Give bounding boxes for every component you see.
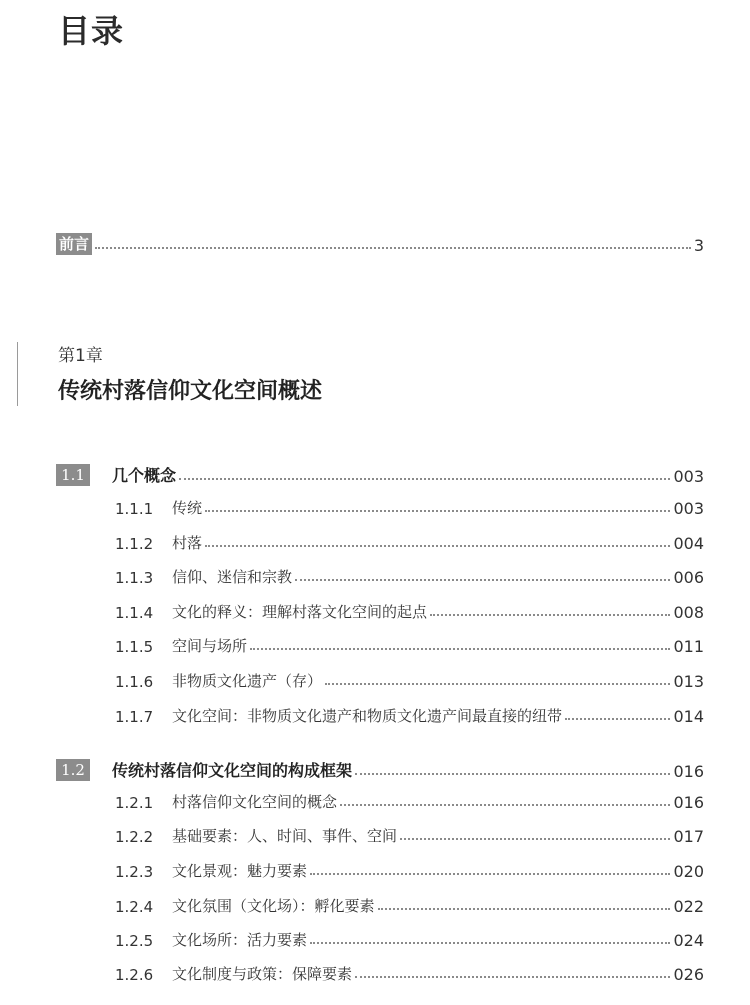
page-number: 011: [673, 637, 704, 656]
section-badge: 1.2: [56, 759, 90, 781]
entry-number: 1.2.2: [115, 828, 154, 846]
toc-entry[interactable]: [115, 857, 704, 881]
dot-leader: [340, 804, 670, 806]
entry-number: 1.2.4: [115, 898, 154, 916]
dot-leader: [310, 873, 670, 875]
entry-number: 1.1.2: [115, 535, 154, 553]
dot-leader: [430, 614, 670, 616]
dot-leader: [355, 773, 670, 775]
toc-entry[interactable]: [115, 667, 704, 691]
toc-entry[interactable]: [115, 960, 704, 984]
dot-leader: [179, 478, 670, 480]
section-title: 传统村落信仰文化空间的构成框架: [112, 761, 353, 780]
dot-leader: [205, 545, 670, 547]
dot-leader: [95, 247, 691, 249]
page-number: 013: [673, 672, 704, 691]
entry-number: 1.2.3: [115, 863, 154, 881]
toc-entry[interactable]: [115, 632, 704, 656]
entry-title: 信仰、迷信和宗教: [172, 568, 293, 586]
dot-leader: [325, 683, 670, 685]
entry-title: 空间与场所: [172, 637, 248, 655]
page-number: 020: [673, 862, 704, 881]
page-number: 003: [673, 467, 704, 486]
page-number: 003: [673, 499, 704, 518]
dot-leader: [400, 838, 670, 840]
page-number: 016: [673, 762, 704, 781]
toc-entry[interactable]: [115, 563, 704, 587]
entry-title: 村落信仰文化空间的概念: [172, 793, 338, 811]
entry-number: 1.1.3: [115, 569, 154, 587]
toc-entry[interactable]: [115, 926, 704, 950]
dot-leader: [250, 648, 670, 650]
page-number: 016: [673, 793, 704, 812]
entry-title: 文化制度与政策：保障要素: [172, 965, 353, 983]
entry-number: 1.1.6: [115, 673, 154, 691]
toc-section-1-2[interactable]: [56, 755, 704, 781]
entry-number: 1.2.5: [115, 932, 154, 950]
toc-entry[interactable]: [115, 529, 704, 553]
dot-leader: [355, 976, 670, 978]
entry-number: 1.1.1: [115, 500, 154, 518]
entry-number: 1.1.4: [115, 604, 154, 622]
entry-number: 1.2.6: [115, 966, 154, 984]
page-number: 006: [673, 568, 704, 587]
entry-number: 1.1.7: [115, 708, 154, 726]
entry-number: 1.1.5: [115, 638, 154, 656]
page-number: 014: [673, 707, 704, 726]
toc-entry[interactable]: [115, 892, 704, 916]
page-number: 008: [673, 603, 704, 622]
toc-entry-preface[interactable]: [56, 231, 704, 255]
section-badge: 1.1: [56, 464, 90, 486]
entry-title: 文化空间：非物质文化遗产和物质文化遗产间最直接的纽带: [172, 707, 563, 725]
page-number: 3: [693, 236, 704, 255]
toc-entry[interactable]: [115, 788, 704, 812]
chapter-number: 第1章: [58, 346, 103, 366]
entry-title: 村落: [172, 534, 203, 552]
preface-label: 前言: [56, 233, 92, 255]
dot-leader: [378, 908, 671, 910]
toc-entry[interactable]: [115, 702, 704, 726]
entry-title: 文化场所：活力要素: [172, 931, 308, 949]
dot-leader: [310, 942, 670, 944]
entry-title: 文化景观：魅力要素: [172, 862, 308, 880]
section-title: 几个概念: [112, 466, 177, 485]
page-number: 017: [673, 827, 704, 846]
chapter-divider: [17, 342, 18, 406]
dot-leader: [295, 579, 670, 581]
page-number: 004: [673, 534, 704, 553]
entry-title: 基础要素：人、时间、事件、空间: [172, 827, 398, 845]
entry-number: 1.2.1: [115, 794, 154, 812]
toc-entry[interactable]: [115, 822, 704, 846]
entry-title: 文化的释义：理解村落文化空间的起点: [172, 603, 428, 621]
toc-entry[interactable]: [115, 494, 704, 518]
page-number: 022: [673, 897, 704, 916]
page-title: 目录: [58, 12, 125, 50]
entry-title: 非物质文化遗产（存）: [172, 672, 323, 690]
toc-entry[interactable]: [115, 598, 704, 622]
toc-section-1-1[interactable]: [56, 460, 704, 486]
chapter-title: 传统村落信仰文化空间概述: [58, 378, 323, 404]
entry-title: 传统: [172, 499, 203, 517]
page-number: 026: [673, 965, 704, 984]
page-number: 024: [673, 931, 704, 950]
entry-title: 文化氛围（文化场）：孵化要素: [172, 897, 375, 915]
dot-leader: [205, 510, 670, 512]
dot-leader: [565, 718, 670, 720]
